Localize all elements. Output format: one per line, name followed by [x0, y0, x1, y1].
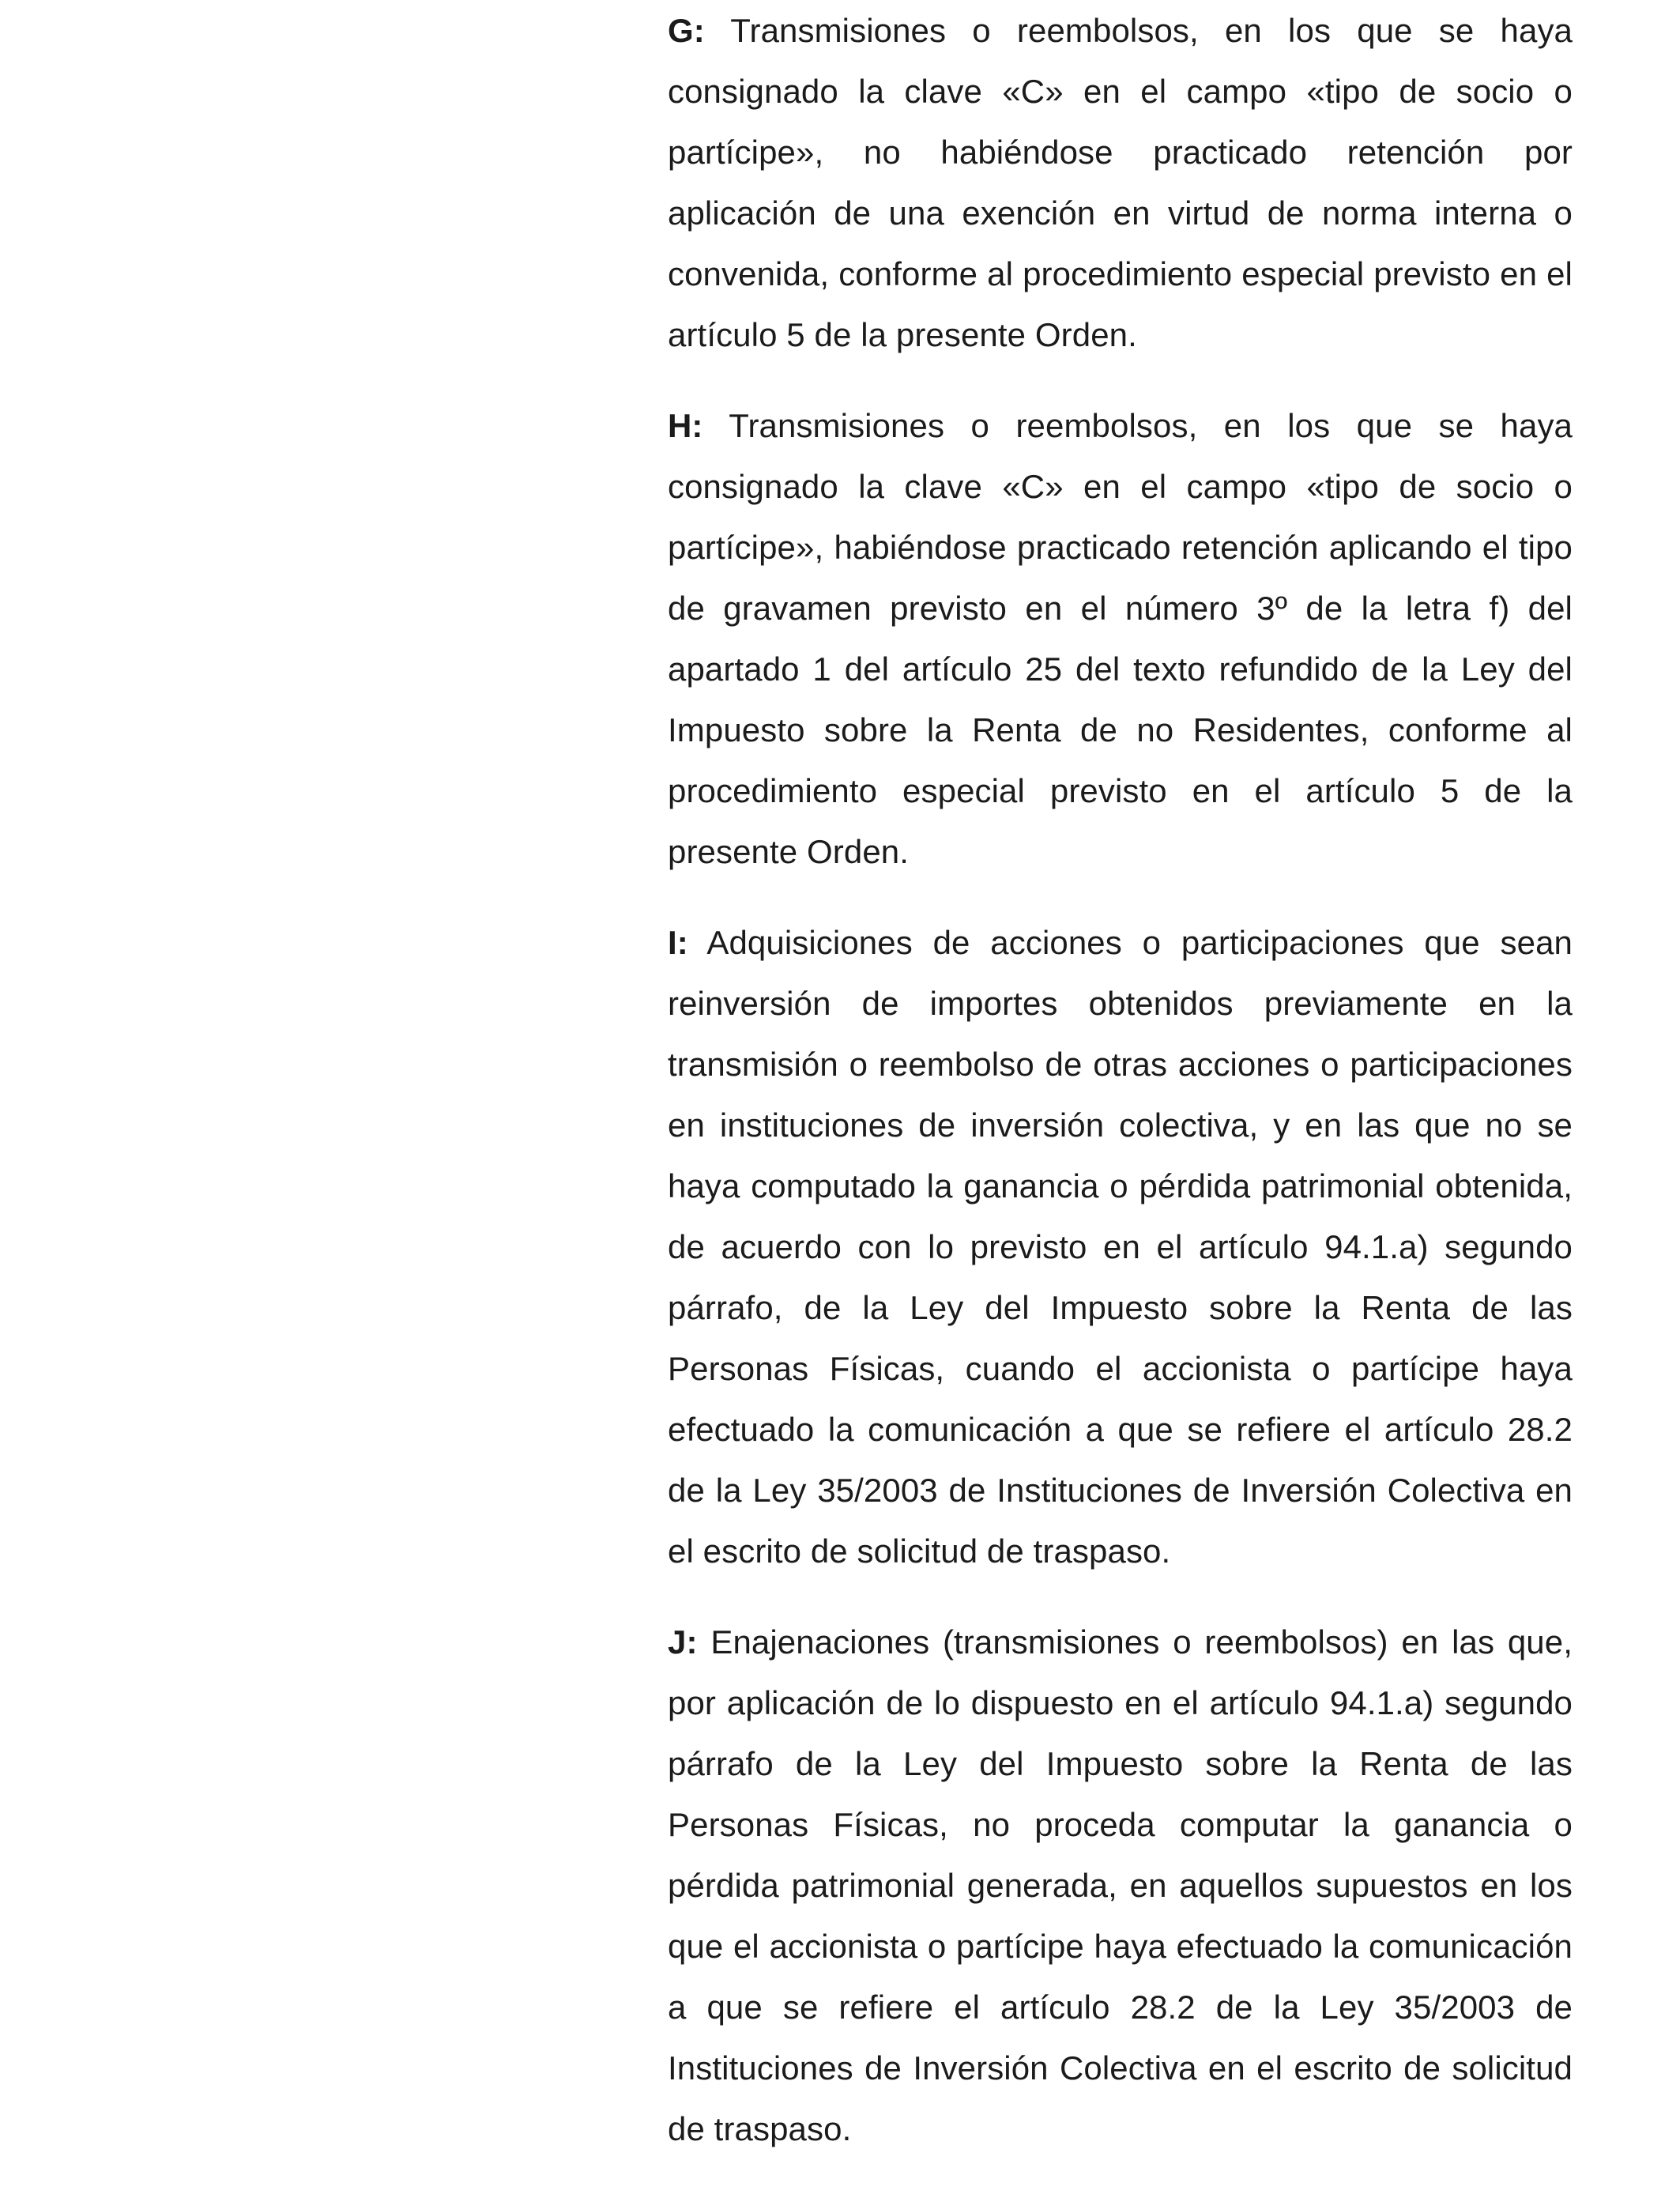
paragraph-text: Enajenaciones (transmisiones o reembolsos) en las que, por aplicación de lo dispuesto en el artículo 94.1.a) segundo párrafo de la Ley del Impuesto sobre la Renta de las Personas Físicas, no proceda computar la ganancia o pérdida patrimonial generada, en aquellos supuestos en los que el accionista o partícipe haya efectuado la comunicación a que se refiere el artículo 28.2 de la Ley 35/2003 de Instituciones de Inversión Colectiva en el escrito de solicitud de traspaso. [668, 1623, 1573, 2147]
paragraph-key: J: [668, 1623, 698, 1661]
paragraph-h [668, 395, 1573, 882]
paragraph-text: Transmisiones o reembolsos, en los que se haya consignado la clave «C» en el campo «tipo de socio o partícipe», habiéndose practicado retención aplicando el tipo de gravamen previsto en el número 3º de la letra f) del apartado 1 del artículo 25 del texto refundido de la Ley del Impuesto sobre la Renta de no Residentes, conforme al procedimiento especial previsto en el artículo 5 de la presente Orden. [668, 407, 1573, 870]
paragraph-g [668, 0, 1573, 365]
paragraph-key: H: [668, 407, 703, 444]
paragraph-text: Transmisiones o reembolsos, en los que se haya consignado la clave «C» en el campo «tipo de socio o partícipe», no habiéndose practicado retención por aplicación de una exención en virtud de norma interna o convenida, conforme al procedimiento especial previsto en el artículo 5 de la presente Orden. [668, 12, 1573, 353]
paragraph-i [668, 912, 1573, 1581]
paragraph-text: Adquisiciones de acciones o participaciones que sean reinversión de importes obtenidos previamente en la transmisión o reembolso de otras acciones o participaciones en instituciones de inversión colectiva, y en las que no se haya computado la ganancia o pérdida patrimonial obtenida, de acuerdo con lo previsto en el artículo 94.1.a) segundo párrafo, de la Ley del Impuesto sobre la Renta de las Personas Físicas, cuando el accionista o partícipe haya efectuado la comunicación a que se refiere el artículo 28.2 de la Ley 35/2003 de Instituciones de Inversión Colectiva en el escrito de solicitud de traspaso. [668, 924, 1573, 1570]
paragraph-key: I: [668, 924, 688, 961]
document-body [668, 0, 1573, 2189]
paragraph-j [668, 1612, 1573, 2159]
paragraph-key: G: [668, 12, 705, 49]
